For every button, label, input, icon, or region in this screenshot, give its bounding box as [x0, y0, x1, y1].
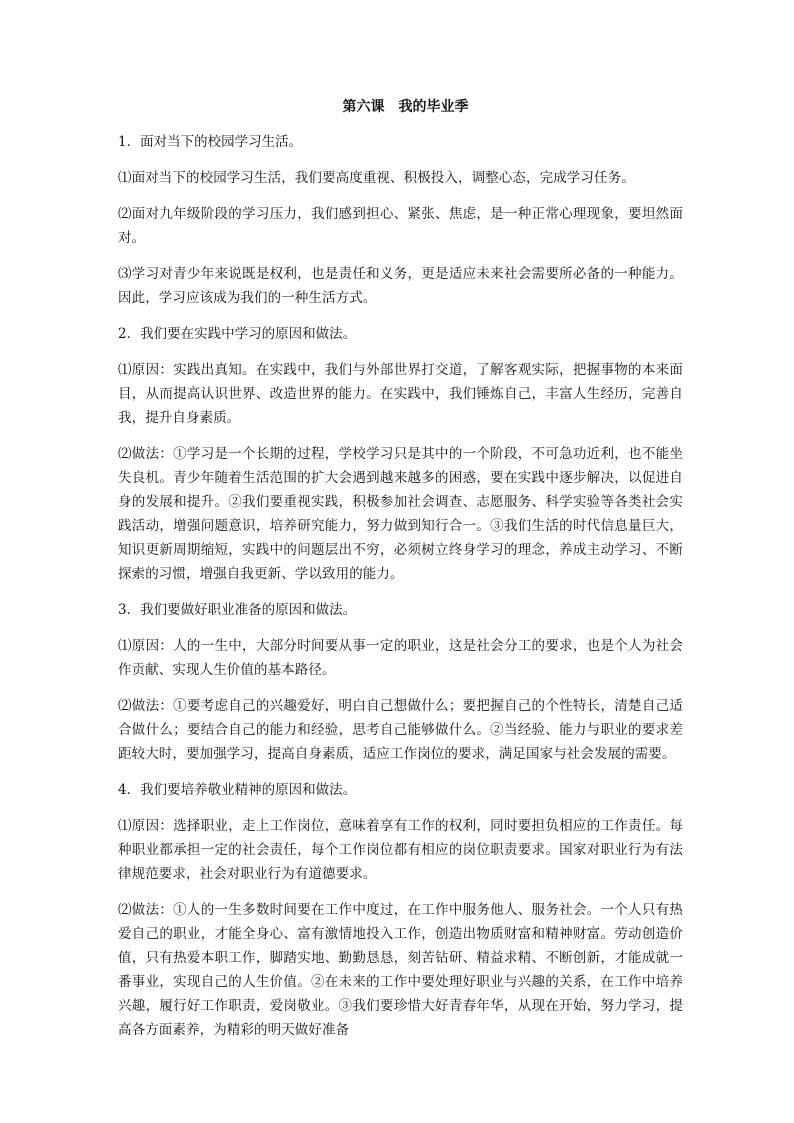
- paragraph-1-3: ⑶学习对青少年来说既是权利，也是责任和义务，更是适应未来社会需要所必备的一种能力。因此，学习应该成为我们的一种生活方式。: [118, 266, 683, 306]
- paragraph-1-2: ⑵面对九年级阶段的学习压力，我们感到担心、紧张、焦虑，是一种正常心理现象，要坦然面对。: [118, 206, 683, 246]
- section-heading-1: 1．面对当下的校园学习生活。: [118, 134, 303, 150]
- paragraph-2-2: ⑵做法：①学习是一个长期的过程，学校学习只是其中的一个阶段，不可急功近利，也不能坐失良机。青少年随着生活范围的扩大会遇到越来越多的困惑，要在实践中逐步解决，以促进自身的发展和提升。②我们要重视实践，积极参加社会调查、志愿服务、科学实验等各类社会实践活动，增强问题意识，培养研究能力，努力做到知行合一。③我们生活的时代信息量巨大，知识更新周期缩短，实践中的问题层出不穷，必须树立终身学习的理念，养成主动学习、不断探索的习惯，增强自我更新、学以致用的能力。: [118, 446, 683, 582]
- paragraph-2-1: ⑴原因：实践出真知。在实践中，我们与外部世界打交道，了解客观实际，把握事物的本来面目，从而提高认识世界、改造世界的能力。在实践中，我们锤炼自己，丰富人生经历，完善自我，提升自身素质。: [118, 362, 683, 426]
- page-title: 第六课 我的毕业季: [342, 99, 469, 115]
- paragraph-1-1: ⑴面对当下的校园学习生活，我们要高度重视、积极投入，调整心态，完成学习任务。: [118, 170, 635, 186]
- paragraph-3-2: ⑵做法：①要考虑自己的兴趣爱好，明白自己想做什么；要把握自己的个性特长，清楚自己适合做什么；要结合自己的能力和经验，思考自己能够做什么。②当经验、能力与职业的要求差距较大时，要加强学习，提高自身素质，适应工作岗位的要求，满足国家与社会发展的需要。: [118, 698, 683, 762]
- paragraph-4-2: ⑵做法：①人的一生多数时间要在工作中度过，在工作中服务他人、服务社会。一个人只有热爱自己的职业，才能全身心、富有激情地投入工作，创造出物质财富和精神财富。劳动创造价值，只有热爱本职工作，脚踏实地、勤勤恳恳，刻苦钻研、精益求精、不断创新，才能成就一番事业，实现自己的人生价值。②在未来的工作中要处理好职业与兴趣的关系，在工作中培养兴趣，履行好工作职责，爱岗敬业。③我们要珍惜大好青春年华，从现在开始，努力学习，提高各方面素养，为精彩的明天做好准备: [118, 902, 683, 1038]
- section-heading-4: 4．我们要培养敬业精神的原因和做法。: [118, 782, 357, 798]
- paragraph-4-1: ⑴原因：选择职业，走上工作岗位，意味着享有工作的权利，同时要担负相应的工作责任。每种职业都承担一定的社会责任，每个工作岗位都有相应的岗位职责要求。国家对职业行为有法律规范要求，社会对职业行为有道德要求。: [118, 818, 683, 882]
- document-page: [118, 96, 683, 1054]
- section-heading-3: 3．我们要做好职业准备的原因和做法。: [118, 602, 357, 618]
- paragraph-3-1: ⑴原因：人的一生中，大部分时间要从事一定的职业，这是社会分工的要求，也是个人为社会作贡献、实现人生价值的基本路径。: [118, 638, 683, 678]
- section-heading-2: 2．我们要在实践中学习的原因和做法。: [118, 326, 357, 342]
